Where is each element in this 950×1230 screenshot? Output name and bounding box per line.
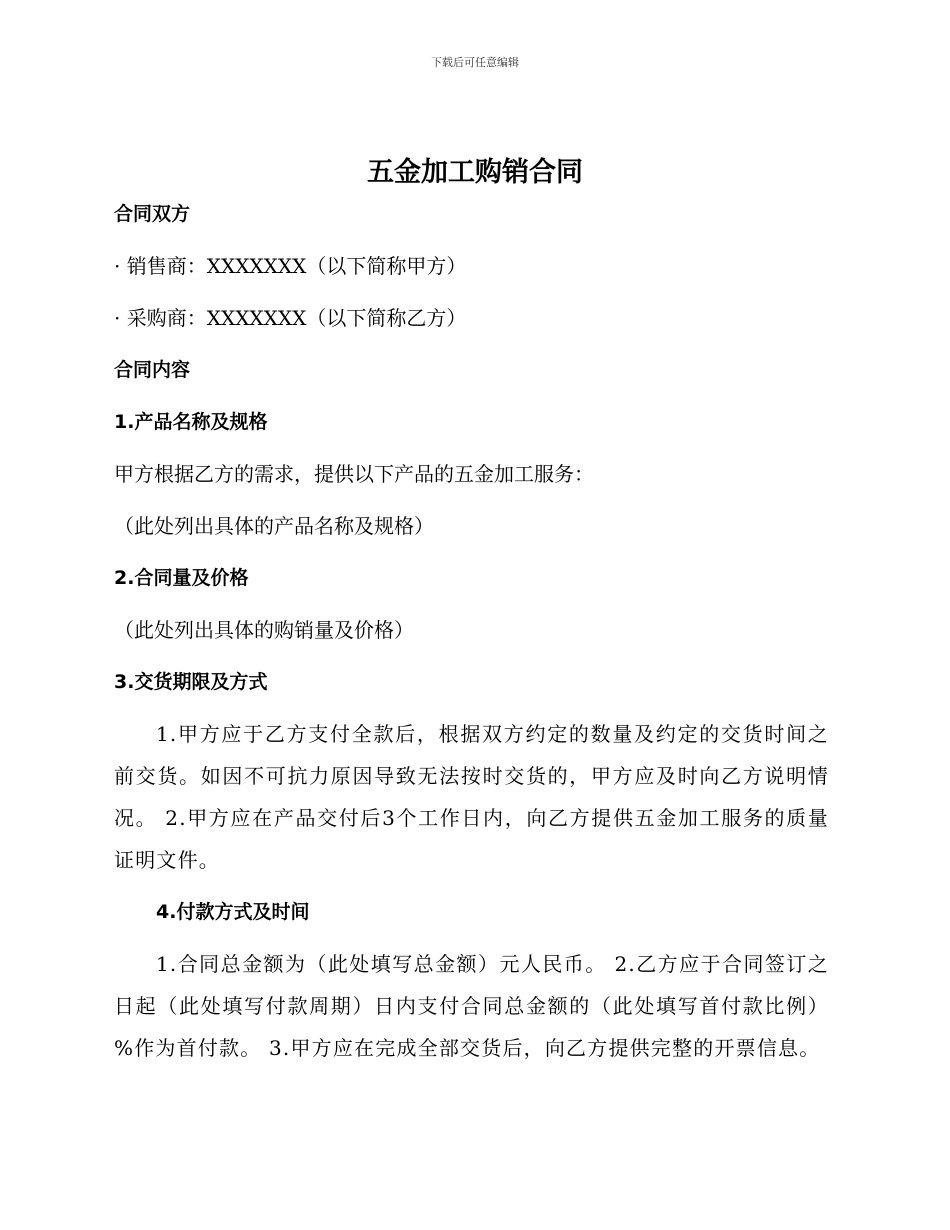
section1-text: 甲方根据乙方的需求，提供以下产品的五金加工服务： <box>114 462 594 486</box>
parties-heading: 合同双方 <box>114 203 191 225</box>
section3-paragraph: 1.甲方应于乙方支付全款后，根据双方约定的数量及约定的交货时间之前交货。如因不可抗力原因导致无法按时交货的，甲方应及时向乙方说明情况。 2.甲方应在产品交付后3个工作日内，向乙方提供五金加工服务的质量证明文件。 <box>114 722 829 872</box>
section2-heading: 2.合同量及价格 <box>114 567 249 589</box>
section1-heading: 1.产品名称及规格 <box>114 411 268 433</box>
section1-placeholder: （此处列出具体的产品名称及规格） <box>114 514 434 538</box>
page-header-note: 下载后可任意编辑 <box>431 56 519 69</box>
document-title: 五金加工购销合同 <box>367 157 583 188</box>
content-heading: 合同内容 <box>114 359 191 381</box>
section3-heading: 3.交货期限及方式 <box>114 671 268 693</box>
document-body <box>114 188 829 1074</box>
buyer-line: · 采购商：XXXXXXX（以下简称乙方） <box>114 306 467 330</box>
section4-heading: 4.付款方式及时间 <box>156 901 310 923</box>
seller-line: · 销售商：XXXXXXX（以下简称甲方） <box>114 254 467 278</box>
section4-paragraph: 1.合同总金额为（此处填写总金额）元人民币。 2.乙方应于合同签订之日起（此处填写付款周期）日内支付合同总金额的（此处填写首付款比例）%作为首付款。 3.甲方应在完成全部交货后，向乙方提供完整的开票信息。 <box>114 952 829 1060</box>
section2-placeholder: （此处列出具体的购销量及价格） <box>114 618 414 642</box>
